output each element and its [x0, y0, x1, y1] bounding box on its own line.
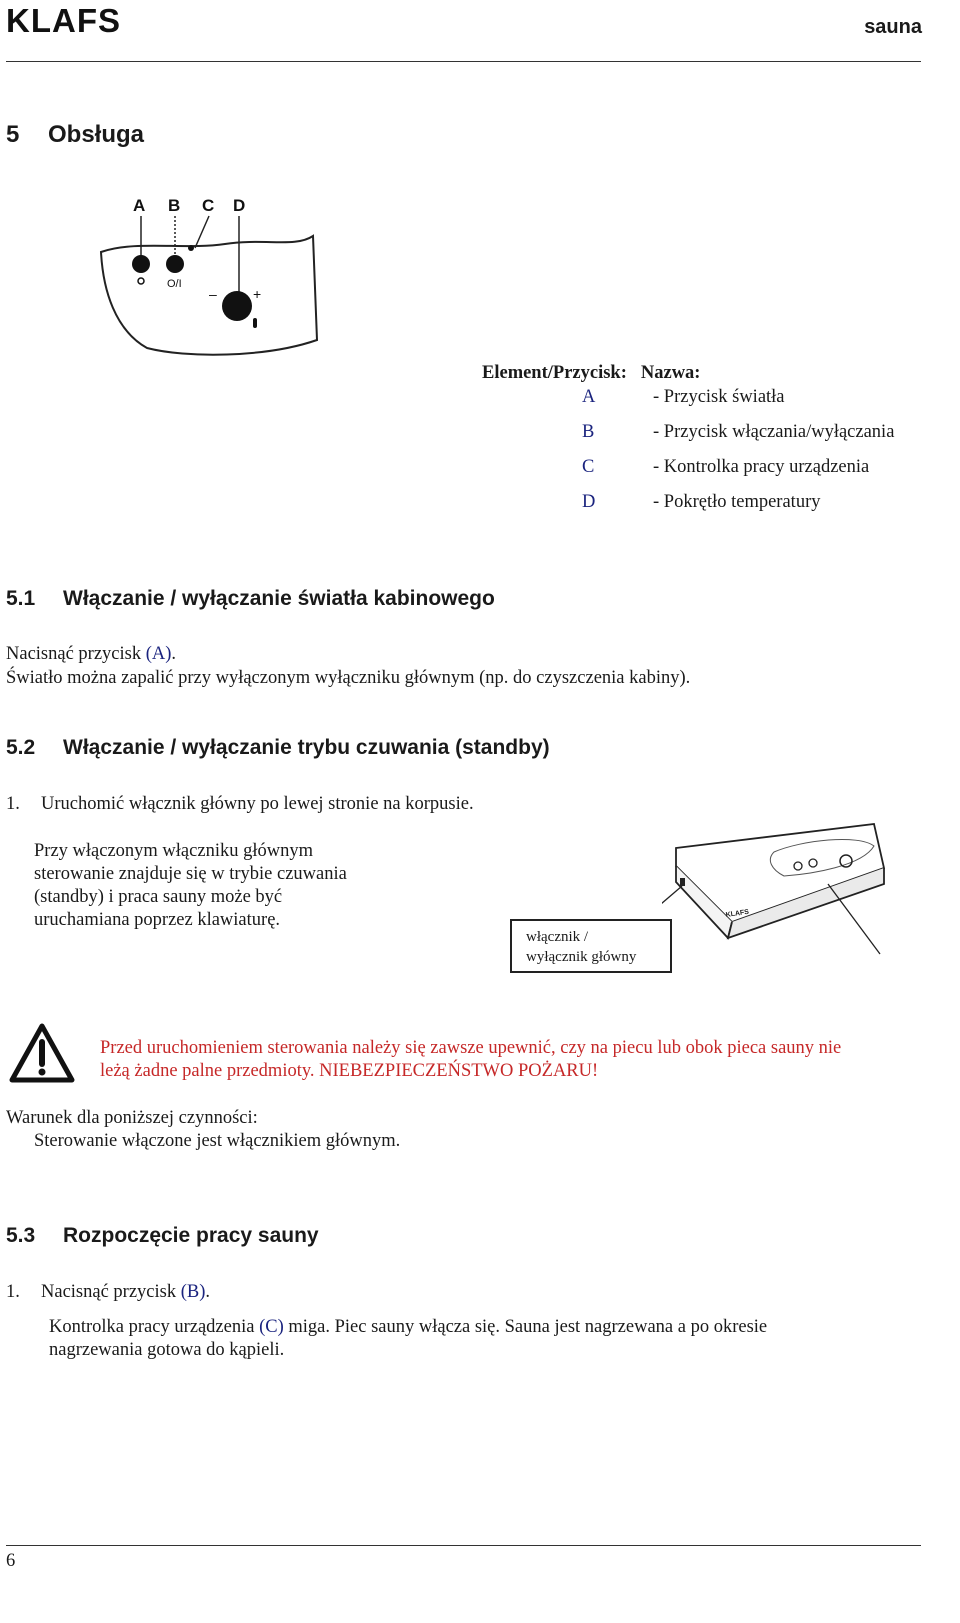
power-label: O/I	[167, 278, 182, 290]
footer-rule	[6, 1545, 921, 1546]
s53-para-pre: Kontrolka pracy urządzenia	[49, 1317, 260, 1337]
s53-key-c: (C)	[259, 1317, 284, 1337]
s53-step-pre: Nacisnąć przycisk	[41, 1282, 181, 1302]
legend-name-d: - Pokrętło temperatury	[653, 492, 821, 512]
s53-para-line2: nagrzewania gotowa do kąpieli.	[49, 1340, 285, 1360]
page-number: 6	[6, 1551, 16, 1571]
s53-key-b: (B)	[180, 1282, 206, 1302]
temperature-knob-icon	[222, 291, 252, 321]
s51-line1-post: .	[171, 644, 177, 664]
condition-label: Warunek dla poniższej czynności:	[6, 1108, 258, 1128]
callout-line1: włącznik /	[526, 929, 589, 945]
chapter-number: 5	[6, 121, 20, 148]
s53-para-line1	[49, 1315, 767, 1339]
knob-minus: –	[209, 286, 217, 302]
s53-para-post: miga. Piec sauny włącza się. Sauna jest nagrzewana a po okresie	[283, 1317, 768, 1337]
section-5-1-number: 5.1	[6, 587, 36, 610]
section-5-3-heading	[6, 1224, 319, 1248]
bulb-icon	[138, 278, 144, 284]
section-5-1-heading	[6, 587, 495, 611]
legend-letter-b: B	[582, 422, 595, 442]
panel-label-d: D	[233, 196, 246, 215]
s53-step-post: .	[205, 1282, 211, 1302]
section-5-1-line1	[6, 642, 176, 666]
power-button-icon	[166, 255, 184, 273]
s53-step-number: 1.	[6, 1282, 20, 1302]
s52-para-line1: Przy włączonym włączniku głównym	[34, 841, 313, 861]
warning-line2: leżą żadne palne przedmioty. NIEBEZPIECZEŃSTWO POŻARU!	[100, 1061, 599, 1081]
panel-label-b: B	[168, 196, 181, 215]
section-5-2-title: Włączanie / wyłączanie trybu czuwania (standby)	[63, 736, 550, 759]
chapter-title-text: Obsługa	[48, 121, 145, 148]
legend-name-b: - Przycisk włączania/wyłączania	[653, 422, 895, 442]
legend-name-c: - Kontrolka pracy urządzenia	[653, 457, 870, 477]
legend-col-name: Nazwa:	[640, 363, 701, 383]
panel-label-c: C	[202, 196, 215, 215]
section-5-2-heading	[6, 736, 550, 760]
thermometer-icon	[253, 318, 257, 328]
light-button-icon	[132, 255, 150, 273]
chapter-title	[6, 121, 144, 149]
legend-name-a: - Przycisk światła	[653, 387, 785, 407]
s52-step-text: Uruchomić włącznik główny po lewej stronie na korpusie.	[41, 794, 474, 814]
indicator-lamp-icon	[188, 245, 194, 251]
s53-step-text	[41, 1280, 210, 1304]
legend-letter-d: D	[582, 492, 596, 512]
warning-line1: Przed uruchomieniem sterowania należy się zawsze upewnić, czy na piecu lub obok pieca sauny nie	[100, 1038, 842, 1058]
controller-device-drawing	[662, 820, 887, 960]
main-switch-icon	[680, 878, 685, 886]
section-5-1-line2: Światło można zapalić przy wyłączonym wyłączniku głównym (np. do czyszczenia kabiny).	[6, 668, 691, 688]
control-panel-diagram	[95, 190, 335, 360]
s51-key-a: (A)	[145, 644, 172, 664]
klafs-logo: KLAFS	[6, 2, 121, 39]
s52-para-line2: sterowanie znajduje się w trybie czuwania	[34, 864, 347, 884]
warning-triangle-icon	[8, 1022, 76, 1084]
condition-text: Sterowanie włączone jest włącznikiem głównym.	[34, 1131, 401, 1151]
legend-col-element: Element/Przycisk:	[482, 363, 627, 383]
s52-para-line4: uruchamiana poprzez klawiaturę.	[34, 910, 281, 930]
section-5-3-title: Rozpoczęcie pracy sauny	[63, 1224, 319, 1247]
knob-plus: +	[253, 286, 262, 302]
section-5-3-number: 5.3	[6, 1224, 36, 1247]
s52-para-line3: (standby) i praca sauny może być	[34, 887, 283, 907]
legend-header	[482, 363, 700, 384]
section-5-1-title: Włączanie / wyłączanie światła kabinowego	[63, 587, 495, 610]
device-logo: KLAFS	[725, 908, 750, 919]
s52-step-number: 1.	[6, 794, 20, 814]
legend-letter-c: C	[582, 457, 595, 477]
main-switch-callout	[510, 919, 672, 973]
s51-line1-pre: Nacisnąć przycisk	[6, 644, 146, 664]
section-tag: sauna	[864, 16, 922, 38]
header-rule	[6, 61, 921, 62]
callout-line2: wyłącznik główny	[526, 949, 637, 965]
legend-letter-a: A	[582, 387, 596, 407]
panel-label-a: A	[133, 196, 146, 215]
section-5-2-number: 5.2	[6, 736, 36, 759]
